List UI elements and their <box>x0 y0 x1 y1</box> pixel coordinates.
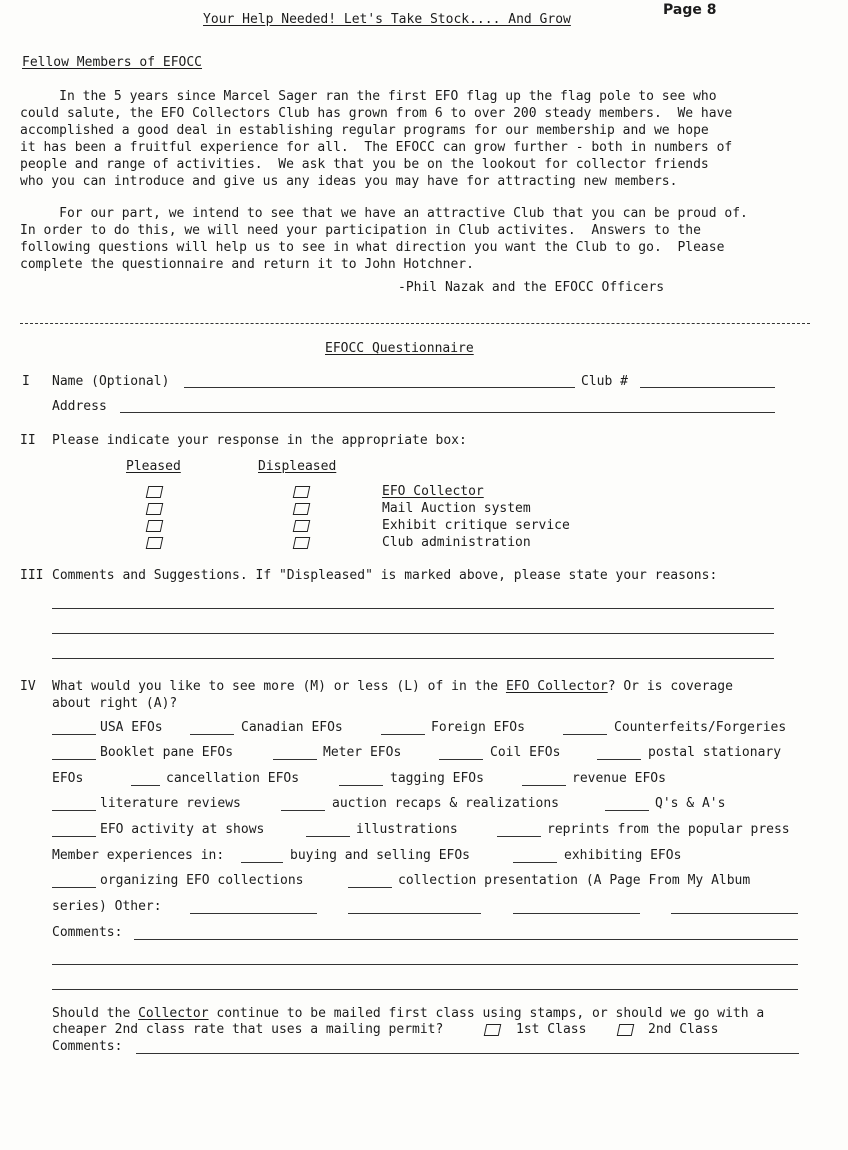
mailing-text: continue to be mailed first class using stamps, or should we go with a <box>208 1006 765 1021</box>
address-field[interactable] <box>120 412 775 413</box>
second-class-checkbox[interactable] <box>617 1024 635 1036</box>
other-field[interactable] <box>513 913 640 914</box>
item-efo-collector: EFO Collector <box>382 484 484 499</box>
section-3-prompt: Comments and Suggestions. If "Displeased" is marked above, please state your reasons: <box>52 568 718 583</box>
topic-exhibiting: exhibiting EFOs <box>564 848 682 863</box>
prompt-text: What would you like to see more (M) or less (L) of in the <box>52 679 506 694</box>
displeased-checkbox-exhibit-critique[interactable] <box>293 520 311 532</box>
topic-tagging: tagging EFOs <box>390 771 484 786</box>
paragraph-line: who you can introduce and give us any ideas you may have for attracting new members. <box>20 174 678 189</box>
pleased-checkbox-club-admin[interactable] <box>146 537 164 549</box>
topic-coil: Coil EFOs <box>490 745 561 760</box>
cut-line-divider <box>20 323 810 324</box>
topic-counterfeits: Counterfeits/Forgeries <box>614 720 787 735</box>
topic-canadian: Canadian EFOs <box>241 720 343 735</box>
answer-blank[interactable] <box>190 734 234 735</box>
paragraph-line: In order to do this, we will need your participation in Club activites. Answers to the <box>20 223 701 238</box>
answer-blank[interactable] <box>597 759 641 760</box>
paragraph-line: In the 5 years since Marcel Sager ran the first EFO flag up the flag pole to see who <box>20 89 717 104</box>
answer-blank[interactable] <box>241 862 283 863</box>
comments-line[interactable] <box>52 633 774 634</box>
paragraph-line: For our part, we intend to see that we have an attractive Club that you can be proud of. <box>20 206 748 221</box>
other-field[interactable] <box>348 913 481 914</box>
topic-usa: USA EFOs <box>100 720 163 735</box>
mailing-comments-field[interactable] <box>136 1053 799 1054</box>
mailing-comments-label: Comments: <box>52 1039 123 1054</box>
pleased-column-header: Pleased <box>126 459 181 474</box>
topic-illustrations: illustrations <box>356 822 458 837</box>
answer-blank[interactable] <box>439 759 483 760</box>
name-label: Name (Optional) <box>52 374 170 389</box>
name-field[interactable] <box>184 387 575 388</box>
signature: -Phil Nazak and the EFOCC Officers <box>398 280 665 295</box>
first-class-label: 1st Class <box>516 1022 587 1037</box>
other-field[interactable] <box>671 913 798 914</box>
other-field[interactable] <box>190 913 317 914</box>
page-number: Page 8 <box>663 2 717 18</box>
topic-postal-stationary: postal stationary <box>648 745 782 760</box>
member-experiences-label: Member experiences in: <box>52 848 225 863</box>
section-4-prompt <box>52 679 733 694</box>
section-numeral-4: IV <box>20 679 36 694</box>
topic-foreign: Foreign EFOs <box>431 720 525 735</box>
letter-paragraph-2 <box>20 205 810 273</box>
answer-blank[interactable] <box>281 810 325 811</box>
answer-blank[interactable] <box>52 759 96 760</box>
topic-presentation: collection presentation (A Page From My Album <box>398 873 751 888</box>
comments-line[interactable] <box>52 964 798 965</box>
answer-blank[interactable] <box>513 862 557 863</box>
answer-blank[interactable] <box>563 734 607 735</box>
club-number-field[interactable] <box>640 387 775 388</box>
topic-booklet: Booklet pane EFOs <box>100 745 234 760</box>
first-class-checkbox[interactable] <box>484 1024 502 1036</box>
answer-blank[interactable] <box>52 734 96 735</box>
paragraph-line: it has been a fruitful experience for all. The EFOCC can grow further - both in numbers of <box>20 140 733 155</box>
prompt-text: ? Or is coverage <box>607 679 733 694</box>
displeased-checkbox-efo-collector[interactable] <box>293 486 311 498</box>
topic-revenue: revenue EFOs <box>572 771 666 786</box>
second-class-label: 2nd Class <box>648 1022 719 1037</box>
pleased-checkbox-efo-collector[interactable] <box>146 486 164 498</box>
topic-postal-stationary-cont: EFOs <box>52 771 84 786</box>
paragraph-line: could salute, the EFO Collectors Club has grown from 6 to over 200 steady members. We have <box>20 106 733 121</box>
salutation: Fellow Members of EFOCC <box>22 55 203 70</box>
displeased-checkbox-club-admin[interactable] <box>293 537 311 549</box>
paragraph-line: complete the questionnaire and return it to John Hotchner. <box>20 257 474 272</box>
displeased-column-header: Displeased <box>258 459 337 474</box>
answer-blank[interactable] <box>131 785 160 786</box>
answer-blank[interactable] <box>52 810 96 811</box>
answer-blank[interactable] <box>339 785 383 786</box>
topic-cancellation: cancellation EFOs <box>166 771 300 786</box>
publication-name: Collector <box>138 1006 209 1021</box>
section-numeral-1: I <box>22 374 30 389</box>
series-other-label: series) Other: <box>52 899 162 914</box>
answer-blank[interactable] <box>52 887 96 888</box>
topic-organizing: organizing EFO collections <box>100 873 304 888</box>
item-exhibit-critique: Exhibit critique service <box>382 518 570 533</box>
answer-blank[interactable] <box>306 836 350 837</box>
topic-buying: buying and selling EFOs <box>290 848 471 863</box>
comments-label: Comments: <box>52 925 123 940</box>
displeased-checkbox-mail-auction[interactable] <box>293 503 311 515</box>
mailing-text: Should the <box>52 1006 139 1021</box>
publication-name: EFO Collector <box>505 679 608 694</box>
section-numeral-3: III <box>20 568 44 583</box>
comments-line[interactable] <box>52 989 798 990</box>
comments-field[interactable] <box>134 939 798 940</box>
topic-meter: Meter EFOs <box>323 745 402 760</box>
topic-qa: Q's & A's <box>655 796 726 811</box>
pleased-checkbox-mail-auction[interactable] <box>146 503 164 515</box>
pleased-checkbox-exhibit-critique[interactable] <box>146 520 164 532</box>
answer-blank[interactable] <box>273 759 317 760</box>
answer-blank[interactable] <box>605 810 649 811</box>
answer-blank[interactable] <box>52 836 96 837</box>
page-title-text: Your Help Needed! Let's Take Stock.... And Grow <box>203 12 571 27</box>
section-2-prompt: Please indicate your response in the appropriate box: <box>52 433 467 448</box>
club-number-label: Club # <box>581 374 628 389</box>
comments-line[interactable] <box>52 658 774 659</box>
section-4-prompt-line2: about right (A)? <box>52 696 178 711</box>
paragraph-line: accomplished a good deal in establishing regular programs for our membership and we hope <box>20 123 709 138</box>
item-mail-auction: Mail Auction system <box>382 501 531 516</box>
questionnaire-title: EFOCC Questionnaire <box>325 341 474 356</box>
topic-auction: auction recaps & realizations <box>332 796 559 811</box>
topic-literature: literature reviews <box>100 796 241 811</box>
topic-shows: EFO activity at shows <box>100 822 265 837</box>
section-numeral-2: II <box>20 433 36 448</box>
mailing-question-line1 <box>52 1006 764 1021</box>
mailing-question-line2: cheaper 2nd class rate that uses a mailing permit? <box>52 1022 444 1037</box>
answer-blank[interactable] <box>497 836 541 837</box>
answer-blank[interactable] <box>348 887 392 888</box>
paragraph-line: people and range of activities. We ask that you be on the lookout for collector friends <box>20 157 709 172</box>
item-club-admin: Club administration <box>382 535 531 550</box>
answer-blank[interactable] <box>381 734 425 735</box>
topic-reprints: reprints from the popular press <box>547 822 790 837</box>
page-title <box>203 12 571 27</box>
answer-blank[interactable] <box>522 785 566 786</box>
letter-paragraph-1 <box>20 88 810 190</box>
paragraph-line: following questions will help us to see in what direction you want the Club to go. Please <box>20 240 725 255</box>
address-label: Address <box>52 399 107 414</box>
comments-line[interactable] <box>52 608 774 609</box>
